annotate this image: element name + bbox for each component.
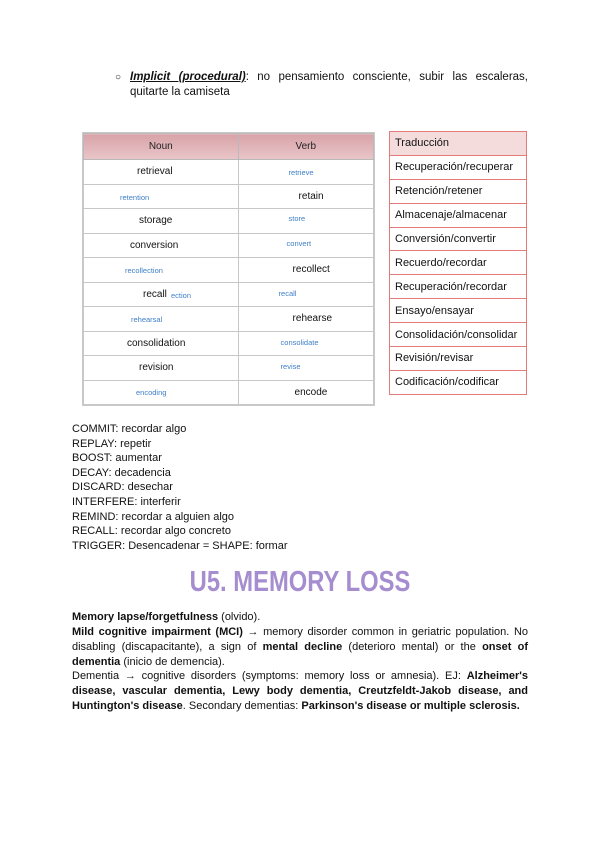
- table-row: [84, 356, 374, 381]
- verb-cell: encode: [294, 386, 328, 398]
- vocab-item: DISCARD: desechar: [72, 481, 173, 494]
- table-row: [84, 282, 374, 307]
- text-span: (olvido).: [218, 611, 261, 623]
- text-span: → memory disorder common in geriatric population. No disabling (discapacitante), a sign of: [72, 626, 529, 653]
- translation-cell: Recuerdo/recordar: [390, 251, 527, 275]
- verb-cell: recall: [278, 288, 297, 298]
- translation-cell: Recuperación/recordar: [390, 275, 527, 299]
- translation-cell: Revisión/revisar: [390, 347, 527, 371]
- verb-cell: retain: [298, 190, 324, 202]
- bold-term: Mild cognitive impairment (MCI): [72, 626, 243, 638]
- noun-header: Noun: [84, 134, 239, 160]
- table-row: [84, 233, 374, 258]
- verb-cell: revise: [280, 362, 301, 371]
- translation-cell: Codificación/codificar: [390, 370, 527, 394]
- paragraph-dementia: [72, 669, 528, 714]
- verb-cell: recollect: [292, 264, 330, 275]
- vocab-item: COMMIT: recordar algo: [72, 423, 187, 435]
- bullet-colon: :: [245, 71, 249, 83]
- bold-term: Memory lapse/forgetfulness: [72, 611, 219, 623]
- table-row: [84, 209, 374, 234]
- table-row: [84, 184, 374, 209]
- bold-term: onset of dementia: [72, 641, 528, 668]
- noun-cell: recollection: [125, 266, 163, 275]
- verb-cell: convert: [286, 238, 312, 248]
- text-span: (deterioro mental) or the: [342, 641, 483, 653]
- translation-cell: Almacenaje/almacenar: [390, 203, 527, 227]
- vocab-item: BOOST: aumentar: [72, 452, 162, 465]
- table-row: [84, 331, 374, 356]
- noun-cell: rehearsal: [131, 315, 163, 324]
- implicit-memory-bullet: [115, 70, 528, 100]
- section-heading: U5. MEMORY LOSS: [189, 566, 411, 598]
- table-row: [84, 380, 374, 405]
- bold-term: mental decline: [262, 641, 343, 653]
- verb-cell: store: [288, 214, 306, 223]
- bullet-marker: ○: [115, 72, 122, 83]
- text-span: . Secondary dementias:: [182, 700, 302, 712]
- noun-cell: encoding: [136, 387, 167, 397]
- vocab-item: REMIND: recordar a alguien algo: [72, 510, 235, 523]
- bold-term: Parkinson's disease or multiple sclerosis.: [301, 700, 520, 712]
- paragraph-memory-lapse: [72, 610, 528, 625]
- noun-cell: conversion: [130, 239, 179, 251]
- translation-cell: Ensayo/ensayar: [390, 299, 527, 323]
- vocab-item: RECALL: recordar algo concreto: [72, 525, 231, 538]
- noun-cell: revision: [139, 362, 174, 373]
- vocab-list: [72, 422, 288, 553]
- bullet-term: Implicit (procedural): [130, 71, 246, 83]
- noun-cell: consolidation: [127, 337, 186, 349]
- table-row: [84, 160, 374, 185]
- translation-cell: Conversión/convertir: [390, 227, 527, 251]
- table-row: [84, 258, 374, 283]
- translation-table: [389, 131, 527, 395]
- translation-cell: Consolidación/consolidar: [390, 323, 527, 347]
- noun-cell: storage: [139, 215, 173, 226]
- verb-cell: retrieve: [288, 168, 314, 177]
- translation-cell: Retención/retener: [390, 179, 527, 203]
- noun-cell: recall: [143, 288, 167, 300]
- vocab-item: INTERFERE: interferir: [72, 495, 181, 508]
- text-span: (inicio de demencia).: [120, 656, 225, 668]
- noun-verb-table: [82, 132, 375, 406]
- verb-cell: rehearse: [292, 313, 333, 324]
- translation-header: Traducción: [390, 132, 527, 156]
- verb-cell: consolidate: [280, 337, 319, 347]
- vocab-item: TRIGGER: Desencadenar = SHAPE: formar: [72, 539, 288, 552]
- noun-cell-suffix: ection: [171, 290, 192, 300]
- table-row: [84, 307, 374, 332]
- noun-cell: retention: [120, 192, 150, 202]
- noun-cell: retrieval: [137, 166, 173, 177]
- vocab-item: REPLAY: repetir: [72, 437, 152, 450]
- vocab-item: DECAY: decadencia: [72, 466, 171, 479]
- bullet-text: no pensamiento consciente, subir las escaleras, quitarte la camiseta: [130, 71, 528, 98]
- verb-header: Verb: [238, 134, 373, 160]
- bold-term: Alzheimer's disease, vascular dementia, Lewy body dementia, Creutzfeldt-Jakob disease, and Huntington's disease: [72, 670, 528, 712]
- translation-cell: Recuperación/recuperar: [390, 155, 527, 179]
- text-span: Dementia → cognitive disorders (symptoms: memory loss or amnesia). EJ:: [72, 670, 467, 682]
- paragraph-mci: [72, 625, 528, 670]
